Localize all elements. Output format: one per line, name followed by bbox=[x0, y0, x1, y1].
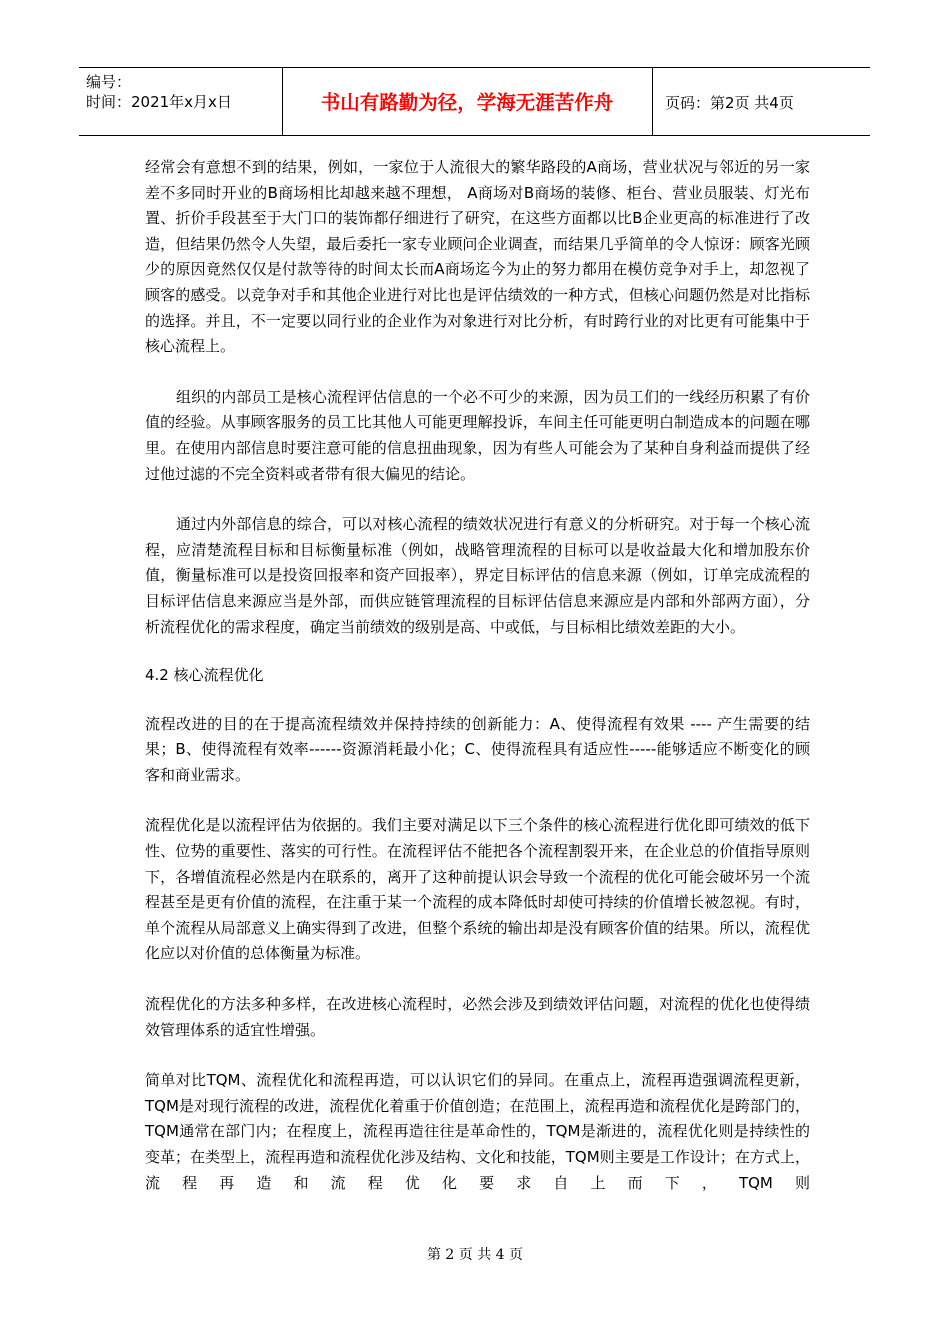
header-divider-right bbox=[652, 67, 653, 136]
body-paragraph-6: 流程优化的方法多种多样，在改进核心流程时，必然会涉及到绩效评估问题，对流程的优化也使得绩效管理体系的适宜性增强。 bbox=[145, 995, 810, 1039]
body-paragraph-2: 组织的内部员工是核心流程评估信息的一个必不可少的来源，因为员工们的一线经历积累了有价值的经验。从事顾客服务的员工比其他人可能更理解投诉，车间主任可能更明白制造成本的问题在哪里。在使用内部信息时要注意可能的信息扭曲现象，因为有些人可能会为了某种自身利益而提供了经过他过滤的不完全资料或者带有很大偏见的结论。 bbox=[145, 387, 810, 483]
body-paragraph-4: 流程改进的目的在于提高流程绩效并保持持续的创新能力：A、使得流程有效果 ---- 产生需要的结果；B、使得流程有效率------资源消耗最小化；C、使得流程具有适应性-----能够适应不断变化的顾客和商业需求。 bbox=[145, 714, 810, 784]
body-paragraph-3: 通过内外部信息的综合，可以对核心流程的绩效状况进行有意义的分析研究。对于每一个核心流程，应清楚流程目标和目标衡量标准（例如，战略管理流程的目标可以是收益最大化和增加股东价值，衡量标准可以是投资回报率和资产回报率），界定目标评估的信息来源（例如，订单完成流程的目标评估信息来源应当是外部，而供应链管理流程的目标评估信息来源应是内部和外部两方面），分析流程优化的需求程度，确定当前绩效的级别是高、中或低，与目标相比绩效差距的大小。 bbox=[145, 515, 810, 636]
header-top-rule bbox=[79, 67, 870, 68]
document-date-label: 时间：2021年x月x日 bbox=[86, 93, 232, 111]
header-bottom-rule bbox=[79, 135, 870, 136]
body-paragraph-7: 简单对比TQM、流程优化和流程再造，可以认识它们的异同。在重点上，流程再造强调流程更新，TQM是对现行流程的改进，流程优化着重于价值创造；在范围上，流程再造和流程优化是跨部门的，TQM通常在部门内；在程度上，流程再造往往是革命性的，TQM是渐进的，流程优化则是持续性的变革；在类型上，流程再造和流程优化涉及结构、文化和技能，TQM则主要是工作设计；在方式上，流程再造和流程优化要求自上而下，TQM则 bbox=[145, 1071, 810, 1192]
header-motto: 书山有路勤为径，学海无涯苦作舟 bbox=[320, 91, 614, 114]
body-paragraph-5: 流程优化是以流程评估为依据的。我们主要对满足以下三个条件的核心流程进行优化即可绩效的低下性、位势的重要性、落实的可行性。在流程评估不能把各个流程割裂开来，在企业总的价值指导原则下，各增值流程必然是内在联系的，离开了这种前提认识会导致一个流程的优化可能会破坏另一个流程甚至是更有价值的流程，在注重于某一个流程的成本降低时却使可持续的价值增长被忽视。有时，单个流程从局部意义上确实得到了改进，但整个系统的输出却是没有顾客价值的结果。所以，流程优化应以对价值的总体衡量为标准。 bbox=[145, 816, 810, 963]
document-number-label: 编号： bbox=[86, 73, 132, 91]
page-header bbox=[79, 67, 870, 136]
page-footer: 第 2 页 共 4 页 bbox=[426, 1247, 524, 1263]
document-body bbox=[145, 155, 810, 1196]
section-heading-4-2: 4.2 核心流程优化 bbox=[145, 666, 264, 685]
body-paragraph-1: 经常会有意想不到的结果，例如，一家位于人流很大的繁华路段的A商场，营业状况与邻近的另一家差不多同时开业的B商场相比却越来越不理想， A商场对B商场的装修、柜台、营业员服装、灯光布置、折价手段甚至于大门口的装饰都仔细进行了研究，在这些方面都以比B企业更高的标准进行了改造，但结果仍然令人失望，最后委托一家专业顾问企业调查，而结果几乎简单的令人惊讶：顾客光顾少的原因竟然仅仅是付款等待的时间太长而A商场迄今为止的努力都用在模仿竞争对手上，却忽视了顾客的感受。以竞争对手和其他企业进行对比也是评估绩效的一种方式，但核心问题仍然是对比指标的选择。并且，不一定要以同行业的企业作为对象进行对比分析，有时跨行业的对比更有可能集中于核心流程上。 bbox=[145, 158, 810, 356]
header-page-number: 页码：第2页 共4页 bbox=[665, 94, 794, 112]
